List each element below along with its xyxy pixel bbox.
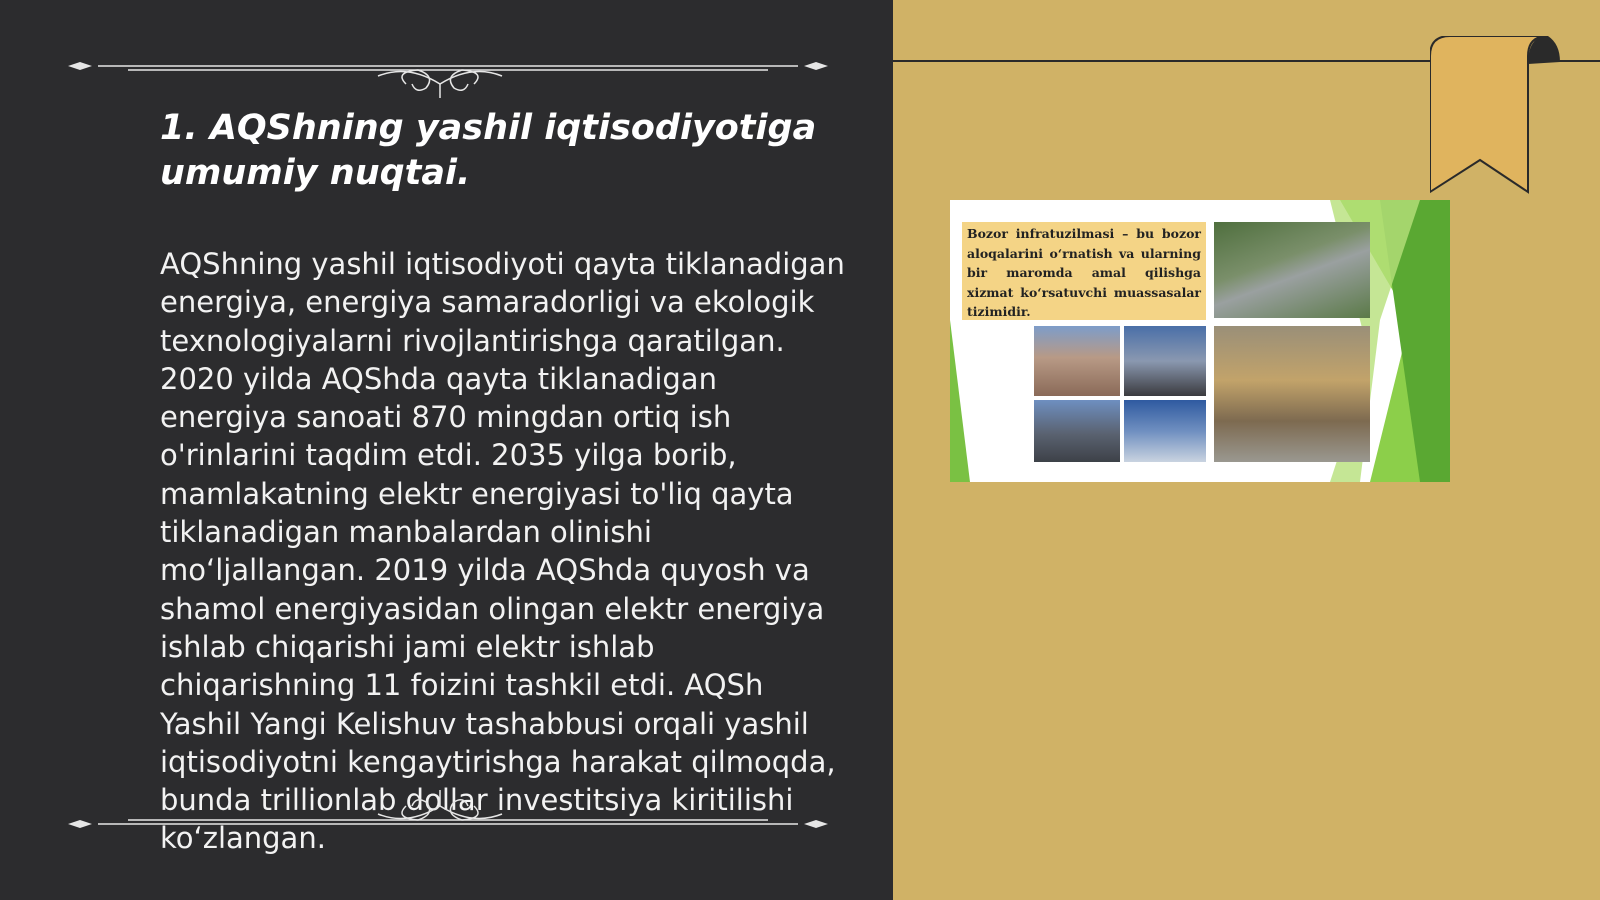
- slide-title: 1. AQShning yashil iqtisodiyotiga umumiy nuqtai.: [160, 108, 817, 193]
- office-building-photo: [1124, 400, 1206, 462]
- bookmark-ribbon-icon: [1430, 36, 1560, 206]
- top-ornament-divider: [68, 54, 828, 102]
- street-people-photo: [1214, 326, 1370, 462]
- image-caption-text: Bozor infratuzilmasi – bu bozor aloqalarini o‘rnatish va ularning bir maromda amal qilishga xizmat ko‘rsatuvchi muassasalar tizimidir.: [962, 222, 1206, 320]
- building-photo-1: [1034, 326, 1120, 396]
- slide-illustration: [950, 200, 1450, 482]
- bridge-photo: [1124, 326, 1206, 396]
- highway-interchange-photo: [1214, 222, 1370, 318]
- train-photo: [1034, 400, 1120, 462]
- slide-body-text: AQShning yashil iqtisodiyoti qayta tiklanadigan energiya, energiya samaradorligi va ekologik texnologiyalarni rivojlantirishga qaratilgan. 2020 yilda AQShda qayta tiklanadigan energiya sanoati 870 mingdan ortiq ish o'rinlarini taqdim etdi. 2035 yilga borib, mamlakatning elektr energiyasi to'liq qayta tiklanadigan manbalardan olinishi mo‘ljallangan. 2019 yilda AQShda quyosh va shamol energiyasidan olingan elektr energiya ishlab chiqarishi jami elektr ishlab chiqarishning 11 foizini tashkil etdi. AQSh Yashil Yangi Kelishuv tashabbusi orqali yashil iqtisodiyotni kengaytirishga harakat qilmoqda, bunda trillionlab dollar investitsiya kiritilishi ko‘zlangan.: [160, 247, 845, 856]
- bottom-ornament-divider: [68, 786, 828, 834]
